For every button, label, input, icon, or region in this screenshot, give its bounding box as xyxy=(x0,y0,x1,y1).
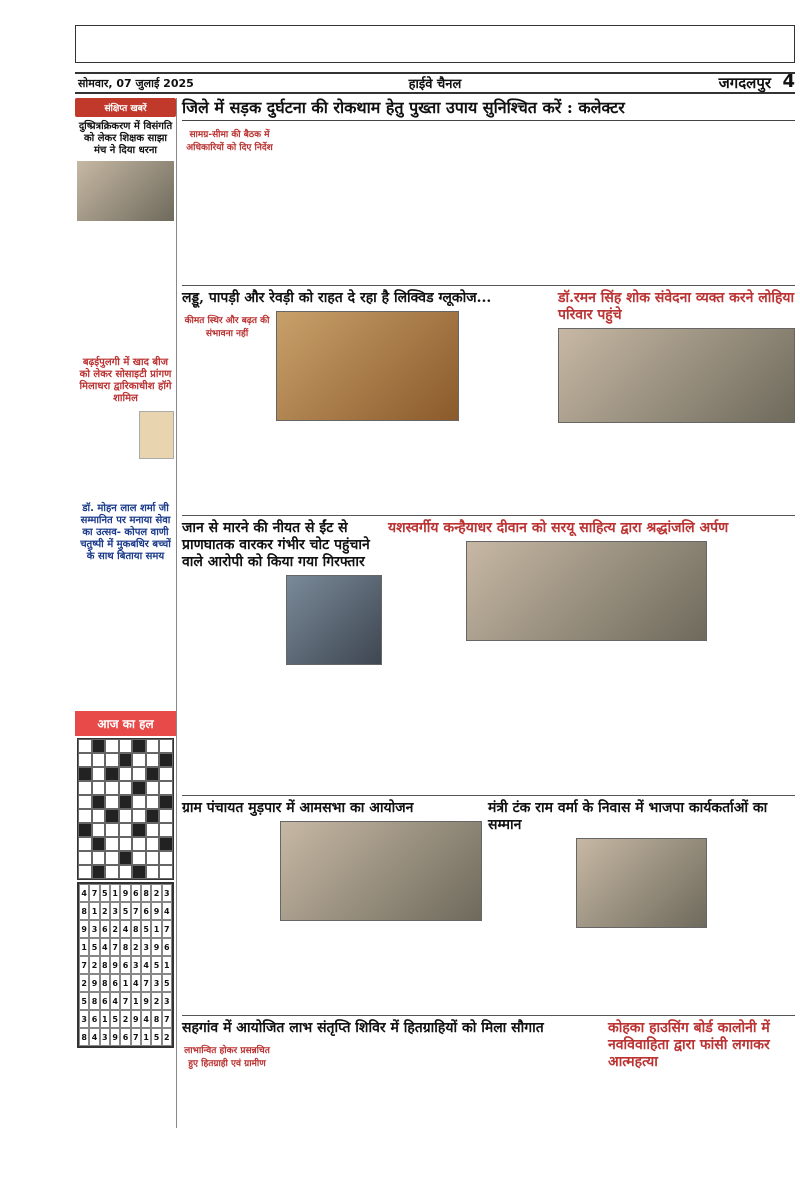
sudoku-cell: 8 xyxy=(100,956,110,974)
panchayat-photo xyxy=(280,821,482,921)
sahgaon-body-1 xyxy=(184,1071,270,1161)
sudoku-cell: 2 xyxy=(100,902,110,920)
sudoku-cell: 5 xyxy=(141,920,151,938)
glucose-body-2 xyxy=(278,423,457,483)
sudoku-cell: 6 xyxy=(162,938,172,956)
sudoku-cell: 6 xyxy=(100,992,110,1010)
sudoku-cell: 7 xyxy=(120,992,130,1010)
sudoku-cell: 7 xyxy=(131,1028,141,1046)
sudoku-cell: 9 xyxy=(151,902,161,920)
raman-singh-photo xyxy=(558,328,795,423)
sudoku-cell: 1 xyxy=(120,974,130,992)
sudoku-cell: 3 xyxy=(162,992,172,1010)
sudoku-cell: 6 xyxy=(131,884,141,902)
sudoku-cell: 5 xyxy=(89,938,99,956)
headline-glucose: लड्डू, पापड़ी और रेवड़ी को राहत दे रहा है लिक्विड ग्लूकोज... xyxy=(182,290,492,307)
arrest-photo xyxy=(286,575,382,665)
collector-body-3 xyxy=(414,127,535,283)
sudoku-cell: 4 xyxy=(89,1028,99,1046)
arrest-body-1 xyxy=(184,577,280,747)
sudoku-cell: 6 xyxy=(100,920,110,938)
page-number: 4 xyxy=(782,71,795,92)
sudoku-cell: 8 xyxy=(89,992,99,1010)
minister-photo xyxy=(576,838,707,928)
kohka-body-1 xyxy=(610,1077,698,1177)
sudoku-cell: 7 xyxy=(162,920,172,938)
sudoku-cell: 3 xyxy=(151,974,161,992)
sudoku-cell: 2 xyxy=(162,1028,172,1046)
sudoku-cell: 5 xyxy=(120,902,130,920)
sudoku-cell: 9 xyxy=(141,992,151,1010)
tribute-photo xyxy=(466,541,707,641)
sudoku-cell: 4 xyxy=(131,974,141,992)
masthead xyxy=(75,72,795,94)
sub-collector: सामग्र-सीमा की बैठक में अधिकारियों को दिए निर्देश xyxy=(186,130,273,154)
panchayat-body-2 xyxy=(282,923,480,988)
sudoku-cell: 8 xyxy=(120,938,130,956)
sudoku-cell: 7 xyxy=(89,884,99,902)
sudoku-cell: 9 xyxy=(120,884,130,902)
sudoku-cell: 5 xyxy=(110,1010,120,1028)
main-area xyxy=(182,98,795,1170)
sudoku-cell: 1 xyxy=(89,902,99,920)
collector-body-4 xyxy=(543,127,664,283)
headline-raman-singh: डॉ.रमन सिंह शोक संवेदना व्यक्त करने लोहिया परिवार पहुंचे xyxy=(558,290,795,323)
sudoku-cell: 3 xyxy=(131,956,141,974)
sudoku-cell: 8 xyxy=(151,1010,161,1028)
sudoku-cell: 9 xyxy=(110,1028,120,1046)
sudoku-cell: 9 xyxy=(131,1010,141,1028)
sudoku-cell: 8 xyxy=(131,920,141,938)
collector-body-2 xyxy=(285,127,406,283)
sudoku-cell: 7 xyxy=(162,1010,172,1028)
brief-1-photo xyxy=(77,161,174,221)
sudoku-cell: 5 xyxy=(151,1028,161,1046)
sudoku-cell: 2 xyxy=(120,1010,130,1028)
sudoku-cell: 1 xyxy=(131,992,141,1010)
collector-body-5 xyxy=(672,127,793,283)
sudoku-cell: 9 xyxy=(89,974,99,992)
sahgaon-body-4 xyxy=(498,1043,600,1158)
sudoku-cell: 8 xyxy=(79,1028,89,1046)
sudoku-cell: 9 xyxy=(110,956,120,974)
sudoku-cell: 7 xyxy=(141,974,151,992)
glucose-body-3 xyxy=(465,313,550,493)
sudoku-cell: 6 xyxy=(141,902,151,920)
headline-minister: मंत्री टंक राम वर्मा के निवास में भाजपा कार्यकर्ताओं का सम्मान xyxy=(488,800,768,833)
headline-kohka: कोहका हाउसिंग बोर्ड कालोनी में नवविवाहिता द्वारा फांसी लगाकर आत्महत्या xyxy=(608,1020,770,1070)
sudoku-cell: 6 xyxy=(89,1010,99,1028)
brief-3-body xyxy=(77,567,174,707)
sudoku-cell: 1 xyxy=(141,1028,151,1046)
sudoku-cell: 5 xyxy=(79,992,89,1010)
sudoku-cell: 2 xyxy=(151,884,161,902)
sudoku-cell: 1 xyxy=(110,884,120,902)
top-blank-box xyxy=(75,25,795,63)
sudoku-cell: 2 xyxy=(110,920,120,938)
paper-name: हाईवे चैनल xyxy=(408,77,462,92)
sudoku-cell: 8 xyxy=(79,902,89,920)
sudoku-cell: 2 xyxy=(131,938,141,956)
sudoku-grid xyxy=(77,882,174,1048)
arrest-body-2 xyxy=(288,667,380,742)
sudoku-cell: 2 xyxy=(151,992,161,1010)
collector-body-1 xyxy=(184,155,275,275)
sudoku-cell: 9 xyxy=(79,920,89,938)
issue-date: सोमवार, 07 जुलाई 2025 xyxy=(78,76,194,90)
panchayat-body-1 xyxy=(184,823,274,993)
sudoku-cell: 5 xyxy=(151,956,161,974)
sudoku-cell: 4 xyxy=(120,920,130,938)
sweets-photo xyxy=(276,311,459,421)
sudoku-cell: 7 xyxy=(131,902,141,920)
sudoku-cell: 2 xyxy=(89,956,99,974)
sudoku-cell: 1 xyxy=(79,938,89,956)
minister-body-1 xyxy=(490,840,570,1010)
sudoku-cell: 3 xyxy=(141,938,151,956)
sudoku-cell: 4 xyxy=(79,884,89,902)
minister-body-3 xyxy=(713,840,793,1010)
headline-gram-panchayat: ग्राम पंचायत मुड़पार में आमसभा का आयोजन xyxy=(182,800,414,817)
sudoku-cell: 3 xyxy=(100,1028,110,1046)
sudoku-cell: 1 xyxy=(151,920,161,938)
tribute-body-4 xyxy=(713,543,793,743)
sudoku-cell: 3 xyxy=(89,920,99,938)
sub-glucose: कीमत स्थिर और बढ़त की संभावना नहीं xyxy=(184,315,270,339)
sudoku-cell: 4 xyxy=(141,956,151,974)
crossword-grid xyxy=(77,738,174,880)
sudoku-cell: 6 xyxy=(110,974,120,992)
sudoku-cell: 4 xyxy=(110,992,120,1010)
sudoku-cell: 7 xyxy=(110,938,120,956)
brief-1-body xyxy=(77,223,174,353)
sudoku-cell: 3 xyxy=(79,1010,89,1028)
sudoku-cell: 3 xyxy=(162,884,172,902)
city-name: जगदलपुर xyxy=(718,74,771,92)
sudoku-cell: 6 xyxy=(120,1028,130,1046)
headline-collector: जिले में सड़क दुर्घटना की रोकथाम हेतु पुख्ता उपाय सुनिश्चित करें : कलेक्टर xyxy=(182,98,795,121)
sahgaon-body-2 xyxy=(278,1043,380,1158)
minister-body-2 xyxy=(578,930,705,1005)
sudoku-cell: 8 xyxy=(141,884,151,902)
tribute-body-3 xyxy=(591,643,706,743)
brief-2-body xyxy=(77,409,137,499)
sudoku-cell: 5 xyxy=(100,884,110,902)
sudoku-cell: 4 xyxy=(100,938,110,956)
sudoku-cell: 1 xyxy=(162,956,172,974)
tribute-body-2 xyxy=(468,643,583,743)
glucose-body-1 xyxy=(184,341,270,491)
sudoku-cell: 5 xyxy=(162,974,172,992)
headline-tribute: यशस्वर्गीय कन्हैयाधर दीवान को सरयू साहित्य द्वारा श्रद्धांजलि अर्पण xyxy=(388,520,729,537)
aaj-ka-hal-header: आज का हल xyxy=(75,711,176,736)
sudoku-cell: 6 xyxy=(120,956,130,974)
headline-arrest: जान से मारने की नीयत से ईंट से प्राणघातक वारकर गंभीर चोट पहुंचाने वाले आरोपी को किया गया गिरफ्तार xyxy=(182,520,370,570)
raman-body-1 xyxy=(560,425,673,505)
sub-sahgaon: लाभान्वित होकर प्रसन्नचित हुए हितग्राही एवं ग्रामीण xyxy=(184,1045,270,1069)
brief-2-photo xyxy=(139,411,174,459)
briefs-header: संक्षिप्त खबरें xyxy=(75,98,176,117)
brief-1-title: दुष्प्रित्रक्रिकरण में विसंगति को लेकर शिक्षक साझा मंच ने दिया धरना xyxy=(78,121,173,156)
sudoku-cell: 4 xyxy=(162,902,172,920)
sudoku-cell: 1 xyxy=(100,1010,110,1028)
sudoku-cell: 2 xyxy=(79,974,89,992)
sudoku-cell: 9 xyxy=(151,938,161,956)
tribute-body-1 xyxy=(390,543,460,743)
raman-body-2 xyxy=(681,425,794,505)
sudoku-cell: 3 xyxy=(110,902,120,920)
brief-3-title: डॉ. मोहन लाल शर्मा जी सम्मानित पर मनाया सेवा का उत्सव- कोपल वाणी चतुष्पी में मुकबधिर बच्चों के साथ बिताया समय xyxy=(80,503,171,562)
sahgaon-body-3 xyxy=(388,1043,490,1158)
kohka-body-2 xyxy=(706,1077,794,1177)
brief-2-title: बढ़ईपुलगी में खाद बीज को लेकर सोसाइटी प्रांगण मिलाधरा द्वारिकाधीश हॉगे शामिल xyxy=(79,357,172,404)
sudoku-cell: 4 xyxy=(141,1010,151,1028)
left-column xyxy=(75,98,177,1128)
headline-sahgaon: सहगांव में आयोजित लाभ संतृप्ति शिविर में हितग्राहियों को मिला सौगात xyxy=(182,1020,544,1037)
sudoku-cell: 8 xyxy=(100,974,110,992)
sudoku-cell: 7 xyxy=(79,956,89,974)
